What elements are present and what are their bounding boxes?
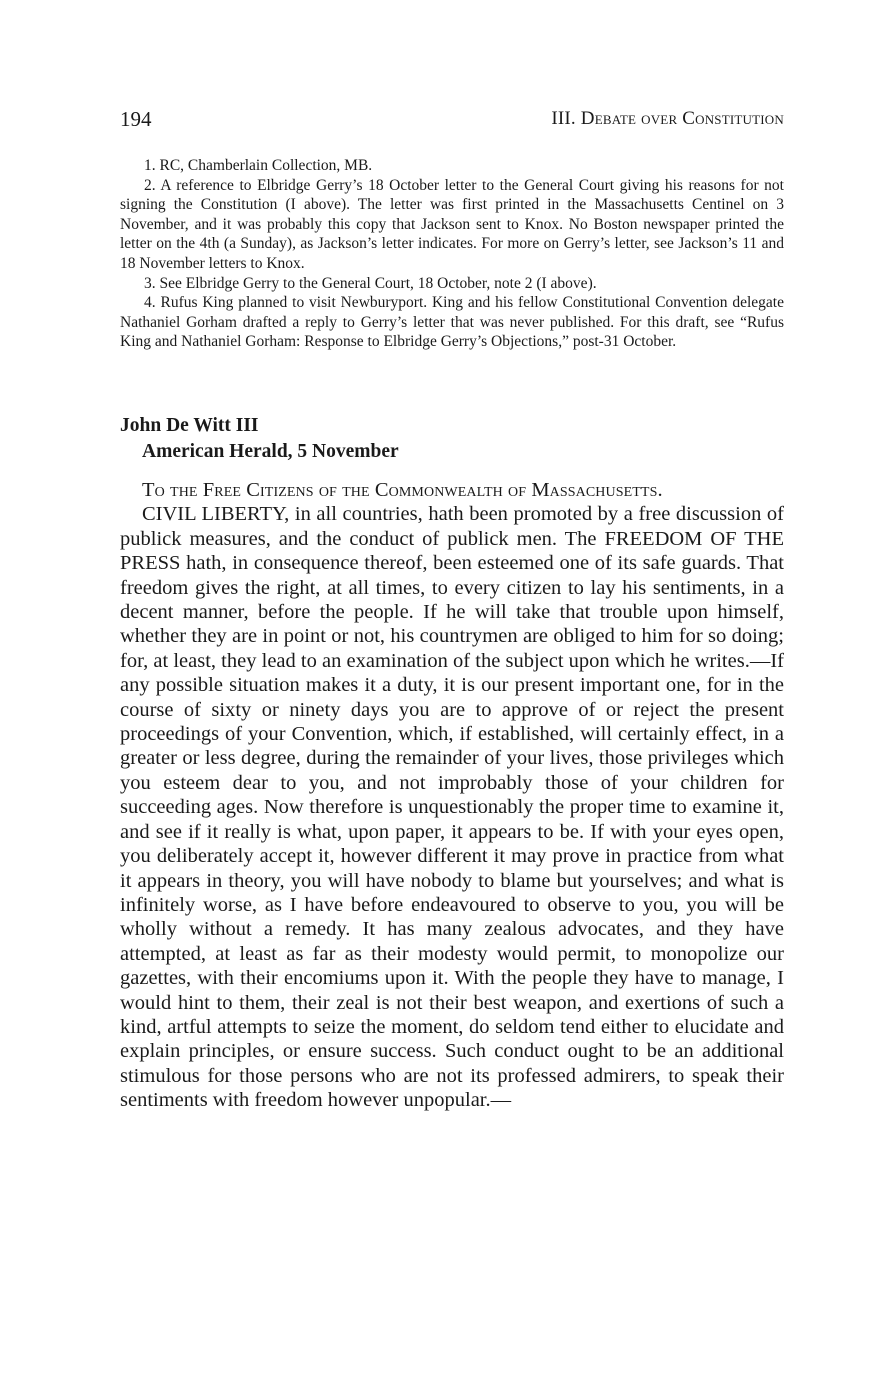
note-2: 2. A reference to Elbridge Gerry’s 18 October letter to the General Court giving his reasons for not signing the Constitution (I above). The letter was first printed in the Massachusetts Centinel on 3 November, and it was probably this copy that Jackson sent to Knox. No Boston newspaper printed the letter on the 4th (a Sunday), as Jackson’s letter indicates. For more on Gerry’s letter, see Jackson’s 11 and 18 November letters to Knox. bbox=[120, 176, 784, 272]
body-paragraph: CIVIL LIBERTY, in all countries, hath been promoted by a free discussion of publick measures, and the conduct of publick men. The FREEDOM OF THE PRESS hath, in consequence thereof, been esteemed one of its safe guards. That freedom gives the right, at all times, to every citizen to lay his sentiments, in a decent manner, before the people. If he will take that trouble upon himself, whether they are in point or not, his countrymen are obliged to him for so doing; for, at least, they lead to an examination of the subject upon which he writes.—If any possible situation makes it a duty, it is our present important one, for in the course of sixty or ninety days you are to approve of or reject the present proceedings of your Convention, which, if established, will certainly effect, in a greater or less degree, during the remainder of your lives, those privileges which you esteem dear to you, and not improbably those of your children for succeeding ages. Now therefore is unquestionably the proper time to examine it, and see if it really is what, upon paper, it appears to be. If with your eyes open, you deliberately accept it, however different it may prove in practice from what it appears in theory, you will have nobody to blame but yourselves; and what is infinitely worse, as I have before endeavoured to observe to you, you will be wholly without a remedy. It has many zealous advocates, and they have attempted, at least as far as their modesty would permit, to monopolize our gazettes, with their encomiums upon it. With the people they have to manage, I would hint to them, their zeal is not their best weapon, and exertions of such a kind, artful attempts to seize the moment, do seldom tend either to elucidate and explain principles, or ensure success. Such conduct ought to be an additional stimulous for those persons who are not its professed admirers, to speak their sentiments with freedom however unpopular.— bbox=[120, 503, 784, 1112]
note-1: 1. RC, Chamberlain Collection, MB. bbox=[144, 157, 373, 174]
running-head bbox=[120, 104, 784, 134]
note-3: 3. See Elbridge Gerry to the General Court, 18 October, note 2 (I above). bbox=[144, 274, 597, 292]
document-heading bbox=[120, 413, 784, 465]
salutation: To the Free Citizens of the Commonwealth of Massachusetts. bbox=[142, 479, 663, 501]
document-author: John De Witt III bbox=[120, 415, 259, 436]
section-title: III. Debate over Constitution bbox=[551, 108, 784, 129]
editorial-notes bbox=[120, 156, 784, 352]
document-source: American Herald, 5 November bbox=[142, 441, 399, 462]
document-body bbox=[120, 478, 784, 1113]
note-4: 4. Rufus King planned to visit Newburyport. King and his fellow Constitutional Convention delegate Nathaniel Gorham drafted a reply to Gerry’s letter that was never published. For this draft, see “Rufus King and Nathaniel Gorham: Response to Elbridge Gerry’s Objections,” post-31 October. bbox=[120, 294, 784, 351]
page-number: 194 bbox=[120, 107, 152, 131]
